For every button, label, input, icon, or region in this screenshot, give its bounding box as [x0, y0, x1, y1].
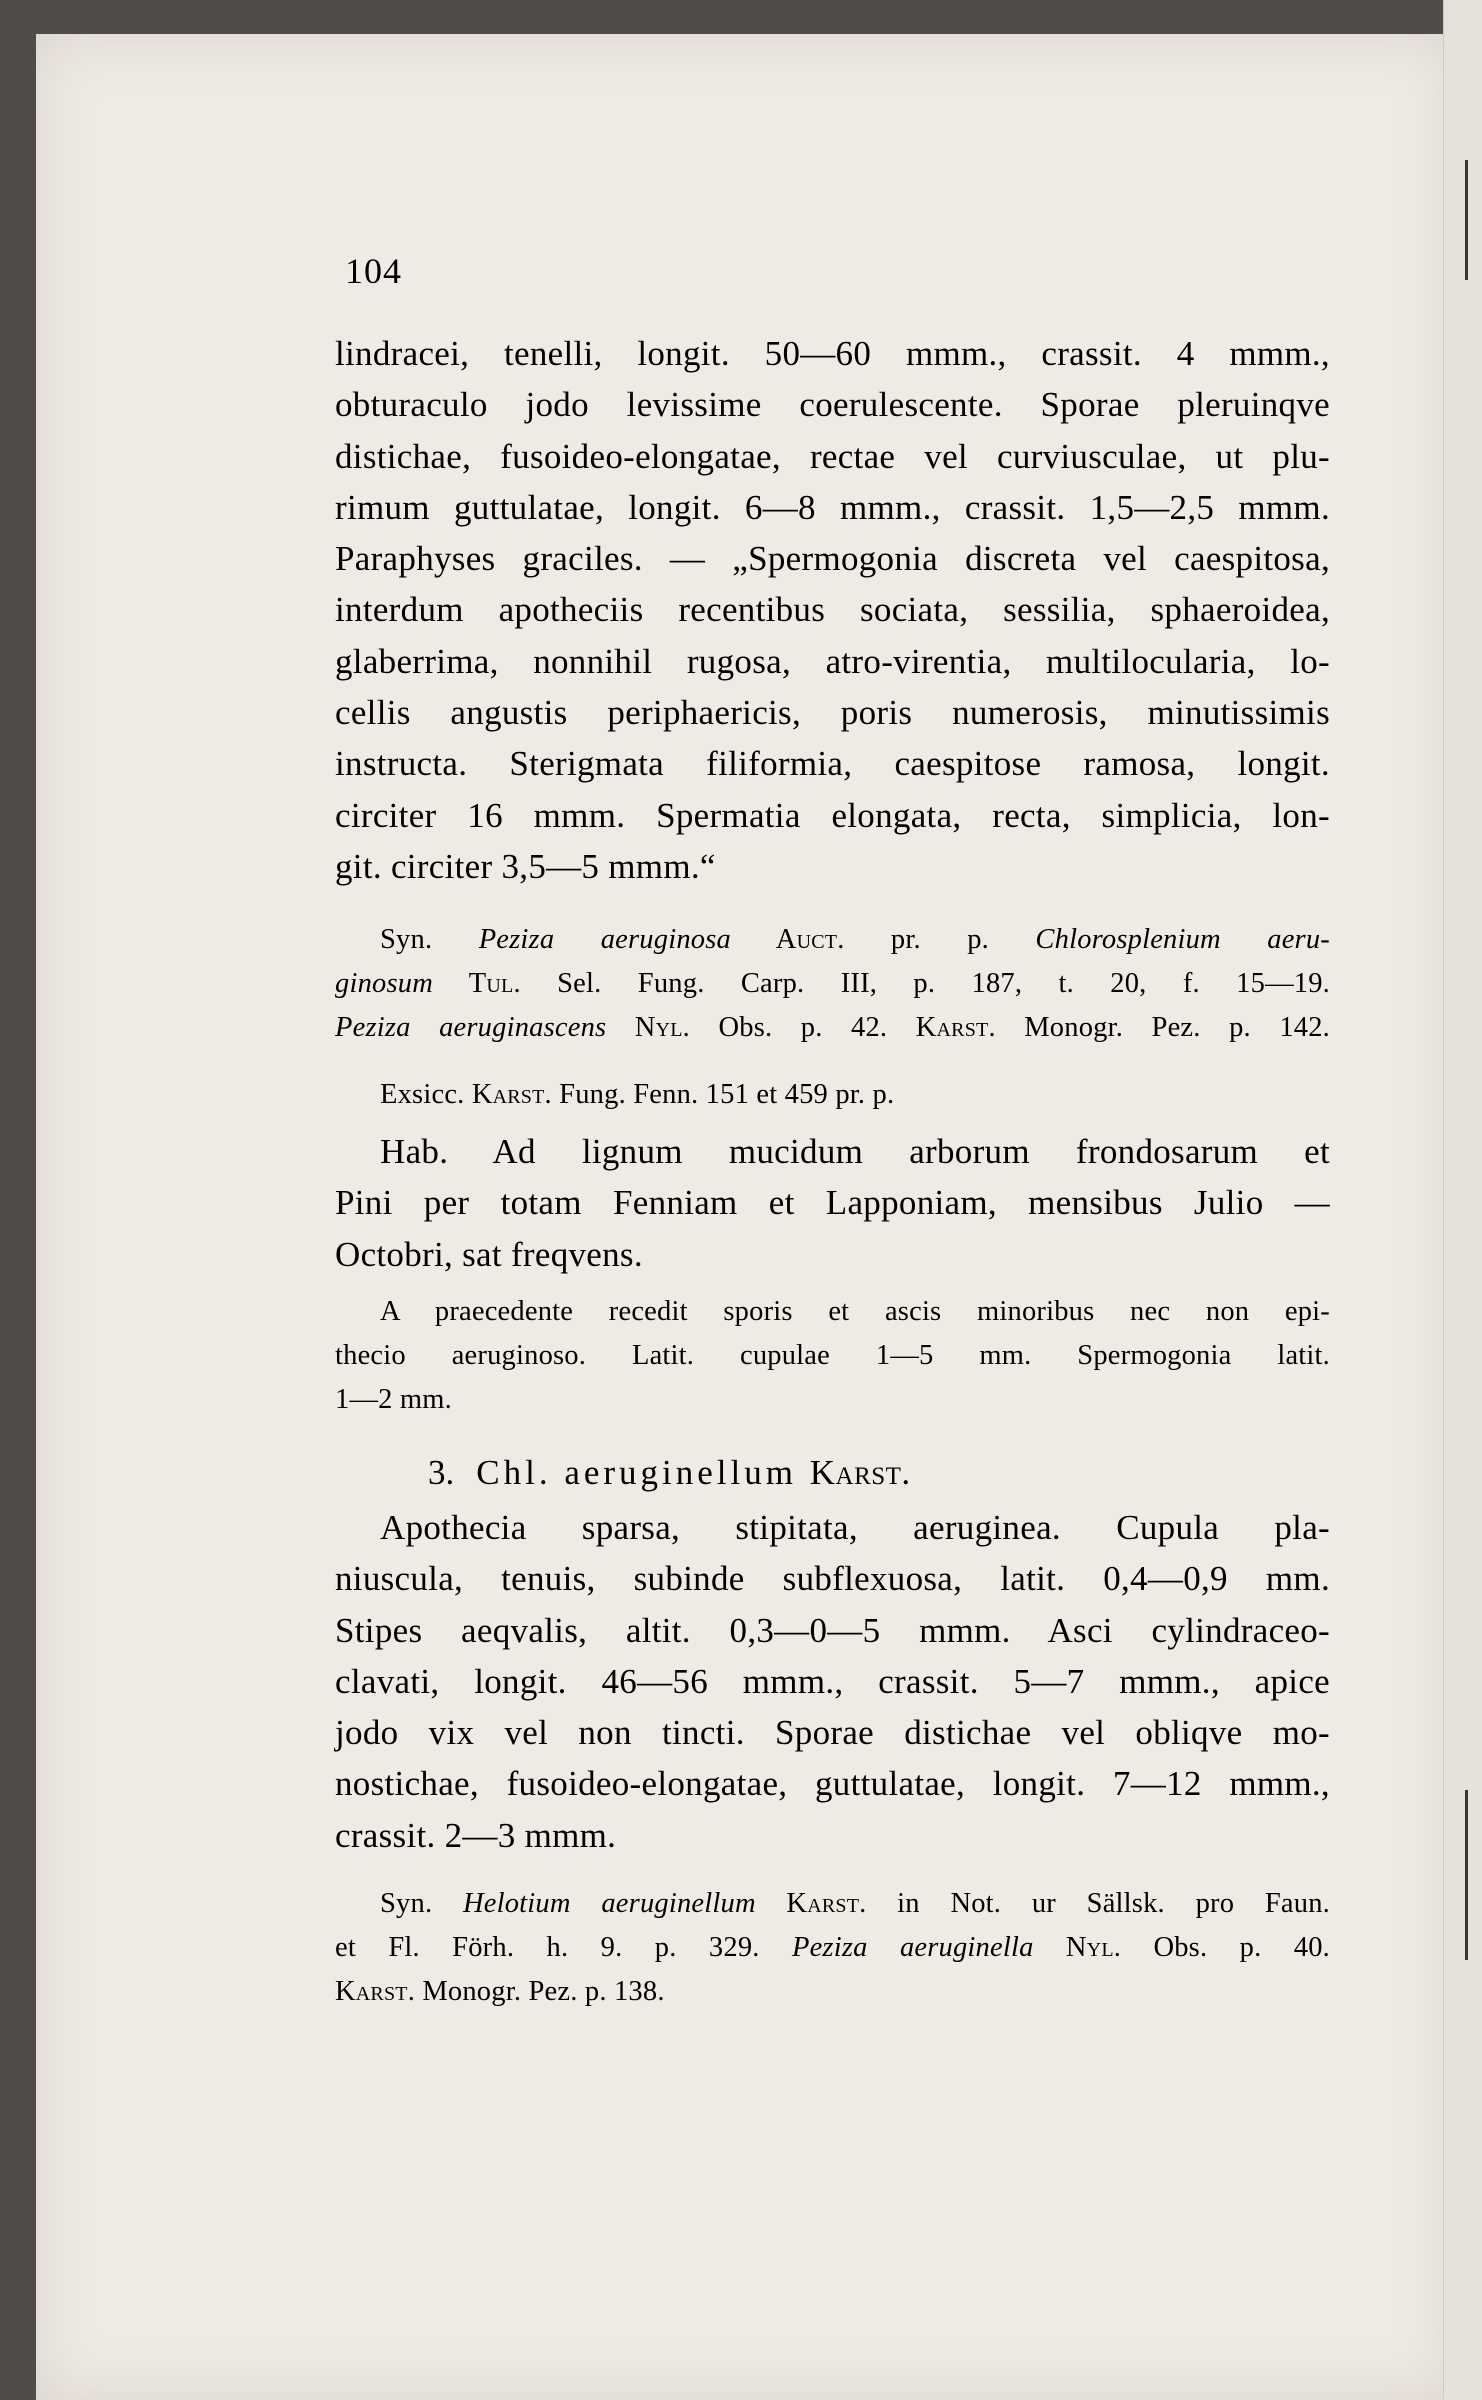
- text-line: Apothecia sparsa, stipitata, aeruginea. Cupula pla-: [380, 1508, 1330, 1547]
- synonymy-line: Peziza aeruginascens Nyl. Obs. p. 42. Karst. Monogr. Pez. p. 142.: [335, 1012, 1330, 1043]
- synonymy-line: Syn. Peziza aeruginosa Auct. pr. p. Chlorosplenium aeru-: [380, 924, 1330, 955]
- text-line: rimum guttulatae, longit. 6—8 mmm., crassit. 1,5—2,5 mmm.: [335, 487, 1330, 527]
- text-line: 1—2 mm.: [335, 1384, 452, 1415]
- species-number: 3.: [428, 1453, 455, 1492]
- text-line: A praecedente recedit sporis et ascis minoribus nec non epi-: [380, 1296, 1330, 1327]
- text-line: glaberrima, nonnihil rugosa, atro-virentia, multilocularia, lo-: [335, 641, 1330, 681]
- text-line: Stipes aeqvalis, altit. 0,3—0—5 mmm. Asci cylindraceo-: [335, 1610, 1330, 1650]
- next-page-edge: [1443, 0, 1482, 2400]
- text-line: Hab. Ad lignum mucidum arborum frondosarum et: [380, 1132, 1330, 1171]
- description-paragraph: [335, 328, 1330, 892]
- page-edge-mark: [1465, 160, 1468, 280]
- synonymy-line: Syn. Helotium aeruginellum Karst. in Not. ur Sällsk. pro Faun.: [380, 1888, 1330, 1919]
- page-edge-mark: [1465, 1790, 1468, 1960]
- text-line: Pini per totam Fenniam et Lapponiam, mensibus Julio —: [335, 1183, 1330, 1223]
- habitat-paragraph: [335, 1126, 1330, 1280]
- species-author: Karst.: [809, 1453, 911, 1492]
- note-paragraph: [335, 1290, 1330, 1422]
- text-line: git. circiter 3,5—5 mmm.“: [335, 846, 716, 886]
- text-line: niuscula, tenuis, subinde subflexuosa, latit. 0,4—0,9 mm.: [335, 1559, 1330, 1599]
- text-line: obturaculo jodo levissime coerulescente. Sporae pleruinqve: [335, 385, 1330, 425]
- synonymy-line: ginosum Tul. Sel. Fung. Carp. III, p. 187, t. 20, f. 15—19.: [335, 968, 1330, 999]
- synonymy-block: [335, 918, 1330, 1050]
- text-line: instructa. Sterigmata filiformia, caespitose ramosa, longit.: [335, 744, 1330, 784]
- text-line: lindracei, tenelli, longit. 50—60 mmm., crassit. 4 mmm.,: [335, 334, 1330, 373]
- text-line: distichae, fusoideo-elongatae, rectae vel curviusculae, ut plu-: [335, 436, 1330, 476]
- exsiccatae-line: Exsicc. Karst. Fung. Fenn. 151 et 459 pr. p.: [380, 1079, 895, 1110]
- species-name: Chl. aeruginellum: [476, 1453, 797, 1492]
- page-number: 104: [345, 251, 402, 291]
- synonymy-line: et Fl. Förh. h. 9. p. 329. Peziza aeruginella Nyl. Obs. p. 40.: [335, 1932, 1331, 1963]
- species-heading: [428, 1453, 911, 1493]
- text-line: crassit. 2—3 mmm.: [335, 1815, 617, 1855]
- synonymy-line: Karst. Monogr. Pez. p. 138.: [335, 1976, 665, 2007]
- text-line: Octobri, sat freqvens.: [335, 1234, 643, 1274]
- text-line: thecio aeruginoso. Latit. cupulae 1—5 mm. Spermogonia latit.: [335, 1340, 1330, 1371]
- description-paragraph: [335, 1502, 1330, 1861]
- text-line: jodo vix vel non tincti. Sporae distichae vel obliqve mo-: [335, 1713, 1330, 1753]
- text-line: cellis angustis periphaericis, poris numerosis, minutissimis: [335, 693, 1330, 733]
- text-line: interdum apotheciis recentibus sociata, sessilia, sphaeroidea,: [335, 590, 1330, 630]
- text-line: circiter 16 mmm. Spermatia elongata, recta, simplicia, lon-: [335, 795, 1330, 835]
- synonymy-block: [335, 1882, 1330, 2014]
- text-line: clavati, longit. 46—56 mmm., crassit. 5—7 mmm., apice: [335, 1661, 1330, 1701]
- text-line: nostichae, fusoideo-elongatae, guttulatae, longit. 7—12 mmm.,: [335, 1764, 1330, 1804]
- text-line: Paraphyses graciles. — „Spermogonia discreta vel caespitosa,: [335, 539, 1330, 579]
